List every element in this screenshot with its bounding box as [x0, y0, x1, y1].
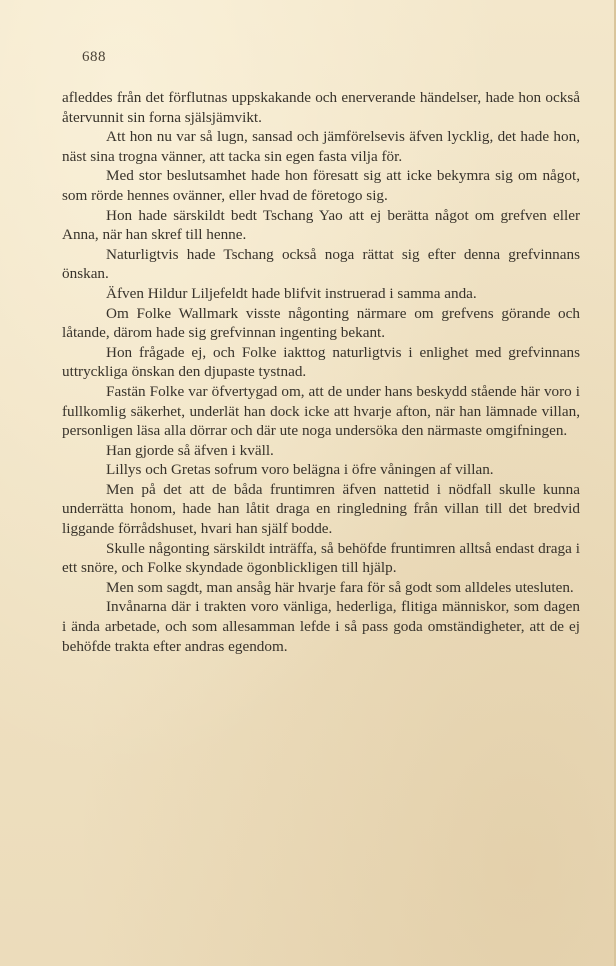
- paragraph: Om Folke Wallmark visste någonting närmare om grefvens görande och låtande, därom hade sig grefvinnan ingenting bekant.: [62, 304, 580, 342]
- paragraph: Skulle någonting särskildt inträffa, så behöfde fruntimren alltså endast draga i ett snöre, och Folke skyndade ögonblickligen till hjälp.: [62, 539, 580, 577]
- paragraph: Han gjorde så äfven i kväll.: [106, 441, 274, 459]
- paragraph: Med stor beslutsamhet hade hon föresatt sig att icke bekymra sig om något, som rörde hennes ovänner, eller hvad de företogo sig.: [62, 167, 580, 204]
- paragraph: Invånarna där i trakten voro vänliga, hederliga, flitiga människor, som dagen i ända arbetade, och som allesamman lefde i så pass goda omständigheter, att de ej behöfde trakta efter andras egendom.: [62, 598, 580, 655]
- paragraph: Naturligtvis hade Tschang också noga rättat sig efter denna grefvinnans önskan.: [62, 245, 580, 283]
- paragraph: afleddes från det förflutnas uppskakande och enerverande händelser, hade hon också återvunnit sin forna själsjämvikt.: [62, 89, 580, 126]
- paragraph: Äfven Hildur Liljefeldt hade blifvit instruerad i samma anda.: [106, 284, 477, 302]
- body-text: [62, 88, 580, 656]
- paragraph: Hon hade särskildt bedt Tschang Yao att ej berätta något om grefven eller Anna, när han skref till henne.: [62, 206, 580, 244]
- paragraph: Men på det att de båda fruntimren äfven nattetid i nödfall skulle kunna underrätta honom, hade han låtit draga en ringledning från villan till det bredvid liggande förrådshuset, hvari han själf bodde.: [62, 480, 580, 538]
- paragraph: Fastän Folke var öfvertygad om, att de under hans beskydd stående här voro i fullkomlig säkerhet, underlät han dock icke att hvarje afton, när han lämnade villan, personligen läsa alla dörrar och där ute noga undersöka den närmaste omgifningen.: [62, 382, 580, 440]
- paragraph: Att hon nu var så lugn, sansad och jämförelsevis äfven lycklig, det hade hon, näst sina trogna vänner, att tacka sin egen fasta vilja för.: [62, 128, 580, 165]
- page-number: 688: [82, 49, 106, 65]
- paragraph: Hon frågade ej, och Folke iakttog naturligtvis i enlighet med grefvinnans uttryckliga önskan den djupaste tystnad.: [62, 343, 580, 381]
- paragraph: Men som sagdt, man ansåg här hvarje fara för så godt som alldeles utesluten.: [106, 578, 574, 596]
- paragraph: Lillys och Gretas sofrum voro belägna i öfre våningen af villan.: [106, 461, 494, 479]
